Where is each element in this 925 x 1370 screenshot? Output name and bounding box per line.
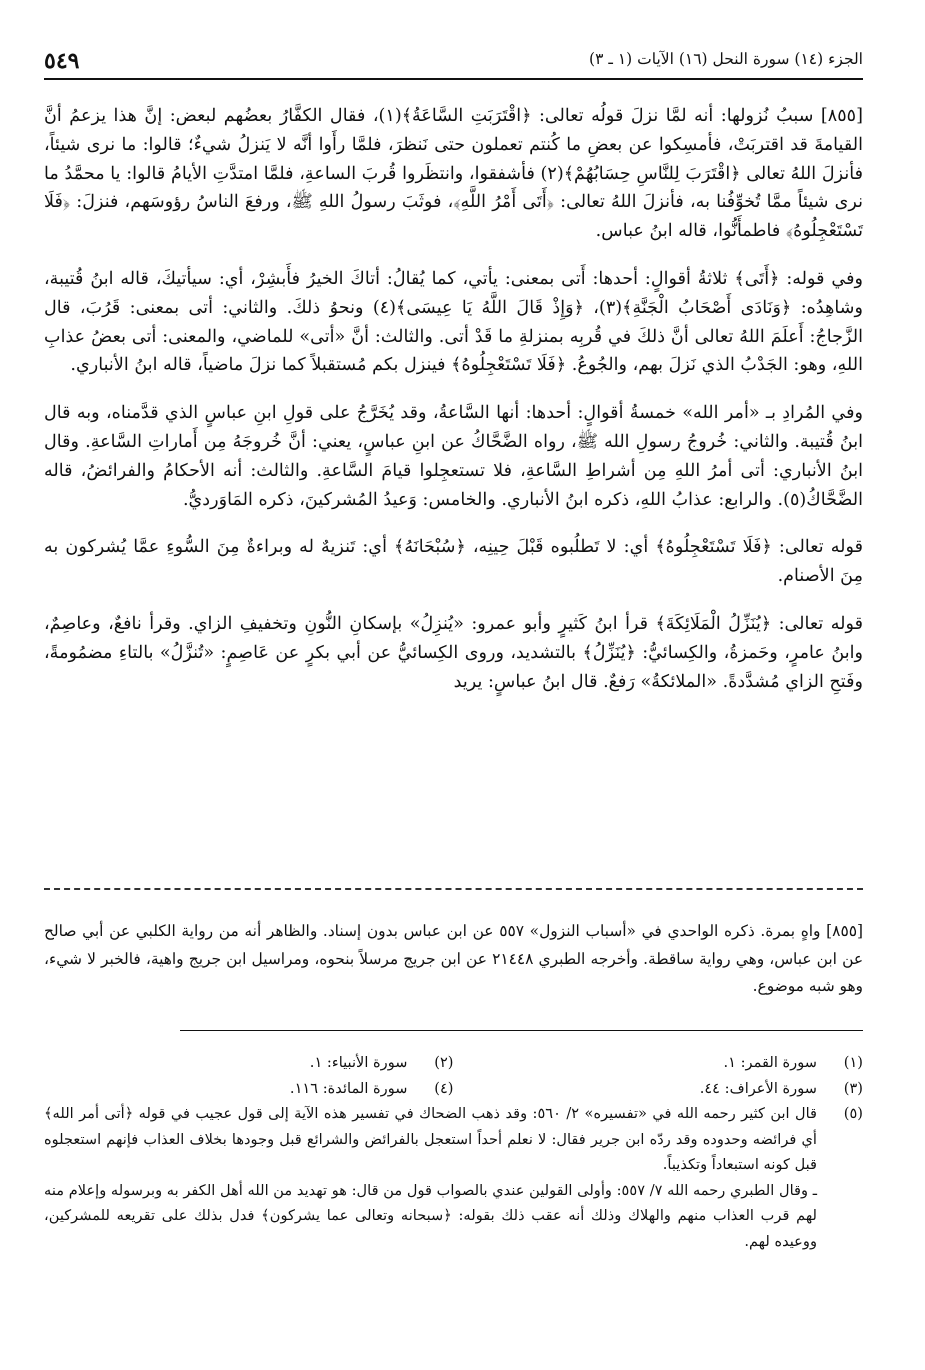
footnote-5	[44, 1101, 863, 1254]
hadith-grading-note: [٨٥٥] واهٍ بمرة. ذكره الواحدي في «أسباب النزول» ٥٥٧ عن ابن عباس بدون إسناد. والظاهر أنه من رواية الكلبي عن أبي صالح عن ابن عباس، وهي رواية ساقطة. وأخرجه الطبري ٢١٤٤٨ عن ابن جريج مرسلاً بنحوه، ومراسيل ابن جريج واهية، فالخبر لا شيء، وهو شبه موضوع.	[44, 922, 863, 995]
footnote-text: سورة المائدة: ١١٦.	[289, 1079, 408, 1097]
footnote-3	[454, 1076, 864, 1102]
footnote-2	[44, 1050, 454, 1076]
page-number: ٥٤٩	[44, 48, 80, 74]
footnote-divider	[180, 1030, 863, 1031]
footnote-number: (١)	[843, 1054, 863, 1071]
footnote-number: (٢)	[434, 1054, 454, 1071]
footnote-text: سورة القمر: ١.	[723, 1054, 817, 1071]
paragraph-reason-of-revelation: [٨٥٥] سببُ نُزولها: أنه لمَّا نزلَ قولُه تعالى: ﴿اقْتَرَبَتِ السَّاعَةُ﴾(١)، فقال الكفَّارُ بعضُهم لبعض: إنَّ هذا يزعمُ أنَّ القيامةَ قد اقتربَتْ، فأمسِكوا عن بعضِ ما كُنتم تعملون حتى نَنظرَ، فلمَّا رأَوا أنَّه لا يَنزلُ شيءٌ؛ قالوا: ما نرى شيئاً، فأنزلَ اللهُ تعالى ﴿اقْتَرَبَ لِلنَّاسِ حِسَابُهُمْ﴾(٢) فأشفقوا، وانتظَروا قُربَ الساعةِ، فلمَّا امتدَّتِ الأيامُ قالوا: يا محمَّدُ ما نرى شيئاً ممَّا تُخوِّفُنا به، فأنزلَ اللهُ تعالى: ﴿أَتَى أَمْرُ اللَّهِ﴾، فوثَبَ رسولُ اللهِ ﷺ، ورفعَ الناسُ رؤوسَهم، فنزلَ: ﴿فَلَا تَسْتَعْجِلُوهُ﴾ فاطمأَنُّوا، قاله ابنُ عباس.	[44, 106, 863, 242]
footnote-text-tabari: ـ وقال الطبري رحمه الله ٧/ ٥٥٧: وأولى القولين عندي بالصواب قول من قال: هو تهديد من الله أهل الكفر به وبرسوله وإعلام منه لهم قرب العذاب منهم والهلاك وذلك أنه عقب ذلك بقوله: ﴿سبحانه وتعالى عما يشركون﴾ فدل بذلك على تقريعه للمشركين، ووعيده لهم.	[44, 1181, 817, 1250]
footnote-text: سورة الأعراف: ٤٤.	[699, 1079, 817, 1097]
footnote-row	[44, 1050, 863, 1076]
main-text	[44, 102, 863, 715]
dashed-divider	[44, 888, 863, 890]
paragraph-la-tastajiluh: قوله تعالى: ﴿فَلَا تَسْتَعْجِلُوهُ﴾ أي: لا تَطلُبوه قَبْلَ حِينِه، ﴿سُبْحَانَهُ﴾ أي: تَنزيهٌ له وبراءةٌ مِنَ السُّوءِ عمَّا يُشركون به مِنَ الأصنام.	[44, 537, 863, 587]
footnote-4	[44, 1076, 454, 1102]
page-header	[44, 44, 863, 76]
footnote-number: (٤)	[434, 1079, 454, 1097]
footnote-number: (٣)	[843, 1079, 863, 1097]
paragraph-meaning-of-ata: وفي قوله: ﴿أَتَى﴾ ثلاثةُ أقوالٍ: أحدها: أَتى بمعنى: يأتي، كما يُقالُ: أتاكَ الخيرُ فأَبشِرْ، أي: سيأتيكَ، قاله ابنُ قُتيبة، وشاهِدُه: ﴿وَنَادَى أَصْحَابُ الْجَنَّةِ﴾(٣)، ﴿وَإِذْ قَالَ اللَّهُ يَا عِيسَى﴾(٤) ونحوُ ذلكَ. والثاني: أتى بمعنى: قَرُبَ، قال الزَّجاجُ: أَعلَمَ اللهُ تعالى أنَّ ذلكَ في قُربِه بمنزلةِ ما قَدْ أتى. والثالث: أنَّ «أتى» للماضي، والمعنى: أتى بعضُ عذابِ اللهِ، وهو: الجَدْبُ الذي نَزلَ بهم، والجُوعُ. ﴿فَلَا تَسْتَعْجِلُوهُ﴾ فينزل بكم مُستقبلاً كما نزلَ ماضياً، قاله ابنُ الأنباري.	[44, 268, 863, 376]
footnote-row	[44, 1076, 863, 1102]
footnote-1	[454, 1050, 864, 1076]
footnote-text-ibn-kathir: قال ابن كثير رحمه الله في «تفسيره» ٢/ ٥٦٠: وقد ذهب الضحاك في تفسير هذه الآية إلى قول عجيب في قوله ﴿أتى أمر الله﴾ أي فرائضه وحدوده وقد ردّه ابن جرير فقال: لا نعلم أحداً استعجل بالفرائض والشرائع قبل وجودها بخلاف العذاب فإنهم استعجلوه قبل كونه استبعاداً وتكذيباً.	[44, 1105, 817, 1173]
header-divider	[44, 78, 863, 80]
footnote-text: سورة الأنبياء: ١.	[309, 1054, 408, 1071]
footnote-body	[44, 1101, 817, 1254]
running-title: الجزء (١٤) سورة النحل (١٦) الآيات (١ ـ ٣)	[589, 50, 863, 68]
footnote-number: (٥)	[843, 1105, 863, 1122]
paragraph-amr-allah: وفي المُرادِ بـ «أمر الله» خمسةُ أقوالٍ: أحدها: أنها السَّاعةُ، وقد يُخَرَّجُ على قولِ ابنِ عباسٍ الذي قدَّمناه، وبه قال ابنُ قُتيبة. والثاني: خُروجُ رسولِ الله ﷺ، رواه الضَّحَّاكُ عن ابنِ عباسٍ، يعني: أنَّ خُروجَهُ مِن أَماراتِ السَّاعةِ. وقال ابنُ الأنباري: أتى أمرُ اللهِ مِن أشراطِ السَّاعةِ، فلا تستعجِلوا قيامَ السَّاعةِ. والثالث: أنه الأحكامُ والفرائضُ، قاله الضَّحَّاكُ(٥). والرابع: عذابُ اللهِ، ذكره ابنُ الأنباري. والخامس: وَعيدُ المُشركينَ، ذكره المَاوَرديُّ.	[44, 403, 863, 510]
paragraph-yunazzil: قوله تعالى: ﴿يُنَزِّلُ الْمَلَائِكَةَ﴾ قرأ ابنُ كَثيرٍ وأبو عمرو: «يُنزِلُ» بإسكانِ النُّونِ وتخفيفِ الزاي. وقرأ نافعٌ، وعاصِمٌ، وابنُ عامرٍ، وحَمزةُ، والكِسائيُّ: ﴿يُنَزِّلُ﴾ بالتشديد، وروى الكِسائيُّ عن أبي بكرٍ عن عَاصِمٍ: «تُنزَّلُ» بالتاءِ مضمُومةً، وفَتحِ الزاي مُشدَّدةً. «الملائكةُ» رَفعٌ. قال ابنُ عباسٍ: يريد	[44, 613, 863, 692]
footnotes	[44, 1050, 863, 1254]
